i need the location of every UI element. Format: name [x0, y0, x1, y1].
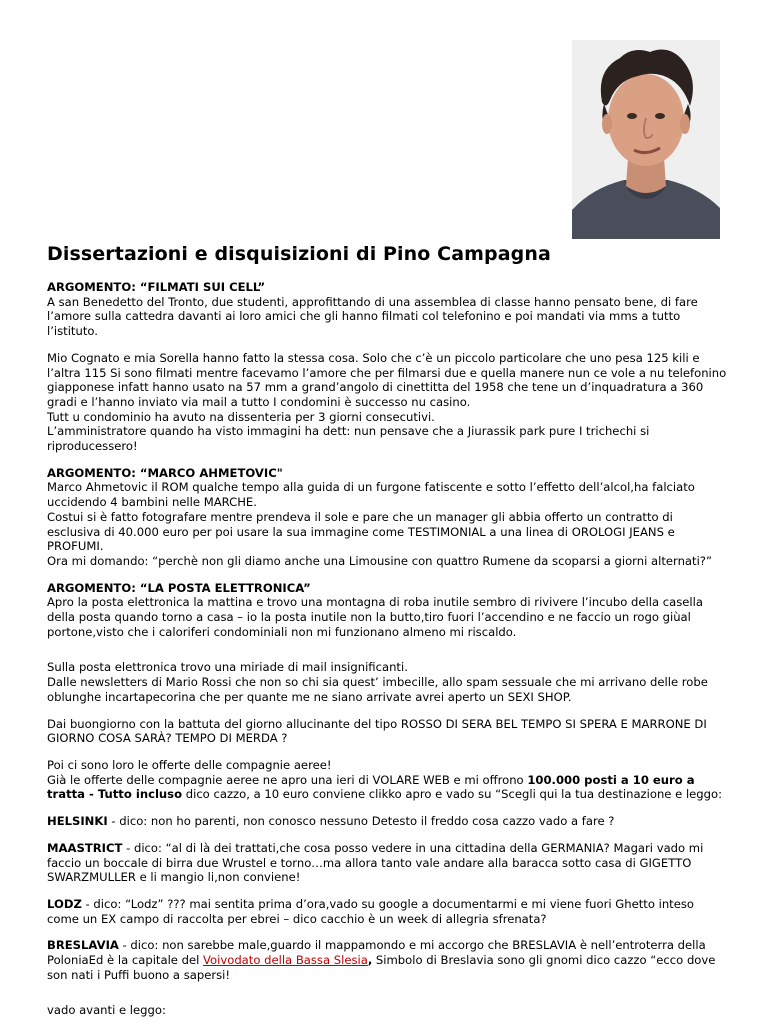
city-lodz [47, 897, 727, 926]
paragraph: Tutt u condominio ha avuto na dissenteria per 3 giorni consecutivi. [47, 409, 435, 424]
comma: , [367, 953, 373, 968]
city-breslavia [47, 938, 727, 982]
paragraph: A san Benedetto del Tronto, due studenti, approfittando di una assemblea di classe hanno pensato bene, di fare l’amore sulla cattedra davanti ai loro amici che gli hanno filmati col telefonino e poi mandati via mms a tutto l’istituto. [47, 294, 698, 339]
page-title: Dissertazioni e disquisizioni di Pino Campagna [47, 243, 551, 265]
paragraph: L’amministratore quando ha visto immagini ha dett: nun pensave che a Jiurassik park pure I trichechi si riproducessero! [47, 424, 650, 454]
paragraph: Apro la posta elettronica la mattina e trovo una montagna di roba inutile sembro di rivivere l’incubo della casella della posta quando torno a casa – io la posta inutile non la butto,tiro fuori l’accendino e ne faccio un rogo giùal portone,visto che i caloriferi condominiali non mi funzionano almeno mi riscaldo. [47, 595, 703, 639]
city-name: LODZ [47, 896, 82, 911]
paragraph-block [47, 351, 727, 454]
city-text: - dico: “Lodz” ??? mai sentita prima d’ora,vado su google a documentarmi e mi viene fuori Ghetto inteso come un EX campo di raccolta per ebrei – dico cacchio è un week di allegria sfrenata? [47, 896, 694, 926]
section-filmati [47, 280, 727, 339]
city-maastrict [47, 841, 727, 885]
paragraph: Costui si è fatto fotografare mentre prendeva il sole e pare che un manager gli abbia offerto un contratto di esclusiva di 40.000 euro per poi usare la sua immagine come TESTIMONIAL a una linea di OROLOGI JEANS e PROFUMI. [47, 509, 675, 554]
city-text: - dico: non ho parenti, non conosco nessuno Detesto il freddo cosa cazzo vado a fare ? [107, 814, 615, 829]
section-heading: ARGOMENTO: “MARCO AHMETOVIC" [47, 465, 283, 480]
paragraph: Sulla posta elettronica trovo una miriade di mail insignificanti. [47, 660, 408, 675]
paragraph: Ora mi domando: “perchè non gli diamo anche una Limousine con quattro Rumene da scoparsi a giorni alternati?” [47, 553, 712, 568]
paragraph-block [47, 758, 727, 802]
city-name: HELSINKI [47, 814, 108, 829]
section-ahmetovic [47, 466, 727, 569]
article-body [47, 280, 727, 1030]
city-text: Simbolo di Breslavia sono gli gnomi dico cazzo “ecco dove son nati i Puffi buono a sapersi! [47, 953, 716, 982]
paragraph: Mio Cognato e mia Sorella hanno fatto la stessa cosa. Solo che c’è un piccolo particolare che uno pesa 125 kili e l’altra 115 Si sono filmati mentre facevamo l’amore che per filmarsi due e quella manere nun ce vole a nu telefonino giapponese infatt hanno usato na 57 mm a grand’angolo di cinettitta del 1958 che tene un d’inquadratura a 360 gradi e l’hanno inviato via mail a tutto I condomini è successo nu casino. [47, 350, 727, 409]
city-helsinki [47, 814, 727, 829]
paragraph: Dalle newsletters di Mario Rossi che non so chi sia quest’ imbecille, allo spam sessuale che mi arrivano delle robe oblunghe incartapecorina che per quante me ne siano arrivate avrei aperto un SEXI SHOP. [47, 675, 708, 704]
author-photo [572, 40, 720, 239]
paragraph: Marco Ahmetovic il ROM qualche tempo alla guida di un furgone fatiscente e sotto l’effetto dell’alcol,ha falciato uccidendo 4 bambini nelle MARCHE. [47, 480, 695, 510]
paragraph: Dai buongiorno con la battuta del giorno allucinante del tipo ROSSO DI SERA BEL TEMPO SI SPERA E MARRONE DI GIORNO COSA SARÀ? TEMPO DI MERDA ? [47, 716, 707, 746]
city-text: - dico: non sarebbe male,guardo il mappamondo e mi accorgo che BRESLAVIA è nell’entroterra della PoloniaEd è la capitale del [47, 938, 706, 968]
paragraph-block [47, 660, 727, 704]
portrait-image [572, 40, 720, 239]
closing-line: vado avanti e leggo: [47, 1003, 166, 1018]
section-heading: ARGOMENTO: “LA POSTA ELETTRONICA” [47, 580, 311, 595]
section-heading: ARGOMENTO: “FILMATI SUI CELL” [47, 280, 266, 294]
city-name: BRESLAVIA [47, 938, 119, 953]
city-name: MAASTRICT [47, 840, 123, 855]
paragraph: Poi ci sono loro le offerte delle compagnie aeree! [47, 757, 332, 772]
paragraph: Già le offerte delle compagnie aeree ne apro una ieri di VOLARE WEB e mi offrono [47, 772, 528, 787]
voivodato-link[interactable]: Voivodato della Bassa Slesia [203, 953, 368, 968]
city-text: - dico: “al di là dei trattati,che cosa posso vedere in una cittadina della GERMANIA? Magari vado mi faccio un boccale di birra due Wrustel e torno…ma allora tanto vale andare alla baracca sotto casa di GIGETTO SWARZMULLER e li mangio li,non conviene! [47, 840, 704, 885]
paragraph: dico cazzo, a 10 euro conviene clikko apro e vado su “Scegli qui la tua destinazione e leggo: [182, 787, 723, 802]
section-posta [47, 581, 727, 640]
offer-highlight: 100.000 posti a 10 euro a tratta - Tutto incluso [47, 772, 695, 802]
